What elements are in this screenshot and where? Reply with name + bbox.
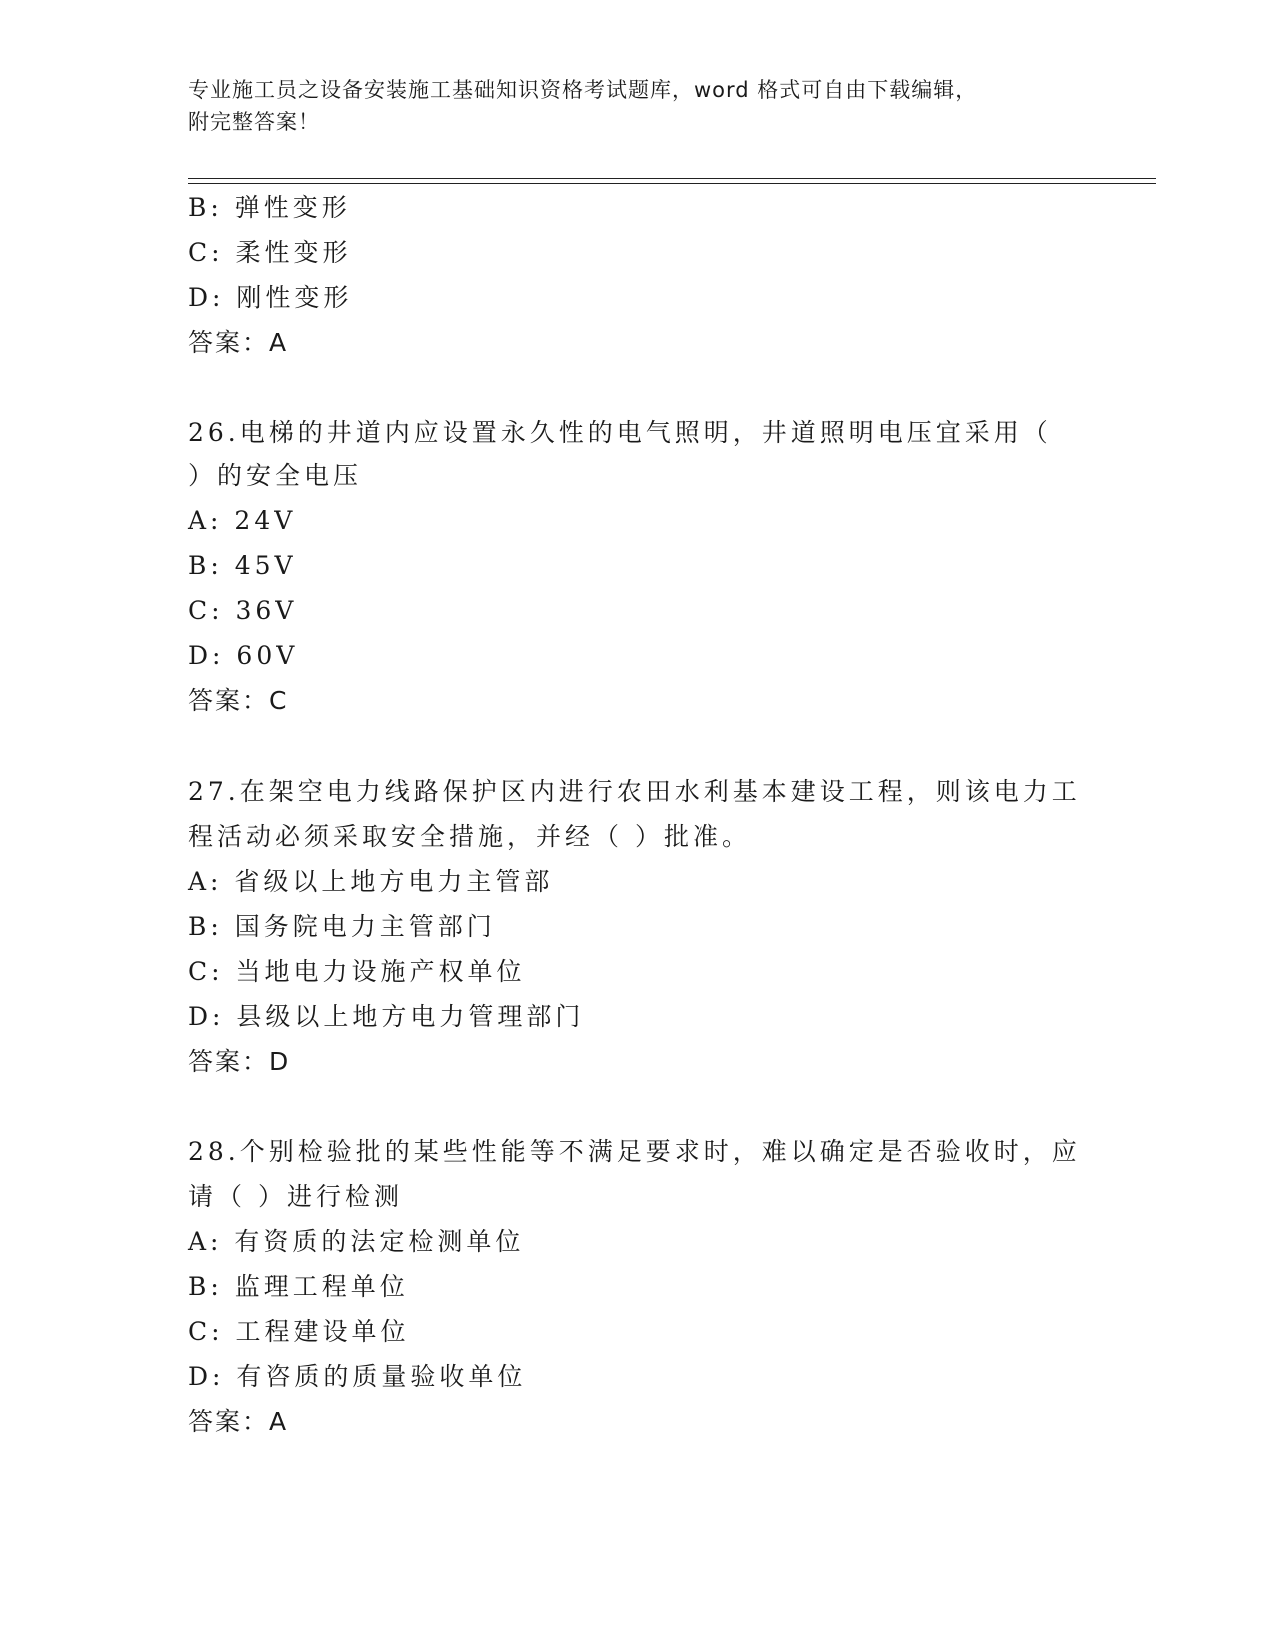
q27-answer: 答案：D bbox=[188, 1047, 291, 1076]
header-line-2: 附完整答案！ bbox=[188, 110, 320, 134]
q28-stem-line-2: 请（ ）进行检测 bbox=[188, 1182, 403, 1211]
q28-answer: 答案：A bbox=[188, 1407, 289, 1436]
q28-option-c: C: 工程建设单位 bbox=[188, 1317, 410, 1346]
q28-option-b: B: 监理工程单位 bbox=[188, 1272, 409, 1301]
q27-stem-line-2: 程活动必须采取安全措施，并经（ ）批准。 bbox=[188, 822, 751, 851]
header-divider-top bbox=[188, 178, 1156, 179]
q26-option-c: C: 36V bbox=[188, 596, 298, 625]
q26-stem-line-2: ）的安全电压 bbox=[188, 461, 363, 490]
q27-option-d: D: 县级以上地方电力管理部门 bbox=[188, 1002, 585, 1031]
q27-option-c: C: 当地电力设施产权单位 bbox=[188, 957, 526, 986]
q27-option-a: A: 省级以上地方电力主管部 bbox=[188, 867, 554, 896]
q28-option-d: D: 有咨质的质量验收单位 bbox=[188, 1362, 527, 1391]
q26-option-a: A: 24V bbox=[188, 506, 297, 535]
q25-option-d: D: 刚性变形 bbox=[188, 283, 353, 312]
header-line-1: 专业施工员之设备安装施工基础知识资格考试题库，word 格式可自由下载编辑， bbox=[188, 78, 978, 102]
q26-option-b: B: 45V bbox=[188, 551, 297, 580]
q25-answer: 答案：A bbox=[188, 328, 289, 357]
q25-option-b: B: 弹性变形 bbox=[188, 193, 351, 222]
q28-option-a: A: 有资质的法定检测单位 bbox=[188, 1227, 525, 1256]
header-divider-bottom bbox=[188, 183, 1156, 184]
q25-option-c: C: 柔性变形 bbox=[188, 238, 352, 267]
q27-stem-line-1: 27.在架空电力线路保护区内进行农田水利基本建设工程，则该电力工 bbox=[188, 777, 1081, 806]
q28-stem-line-1: 28.个别检验批的某些性能等不满足要求时，难以确定是否验收时，应 bbox=[188, 1137, 1081, 1166]
q26-stem-line-1: 26.电梯的井道内应设置永久性的电气照明，井道照明电压宜采用（ bbox=[188, 418, 1052, 447]
q27-option-b: B: 国务院电力主管部门 bbox=[188, 912, 496, 941]
page-header bbox=[188, 74, 1068, 138]
q26-answer: 答案：C bbox=[188, 686, 289, 715]
q26-option-d: D: 60V bbox=[188, 641, 299, 670]
